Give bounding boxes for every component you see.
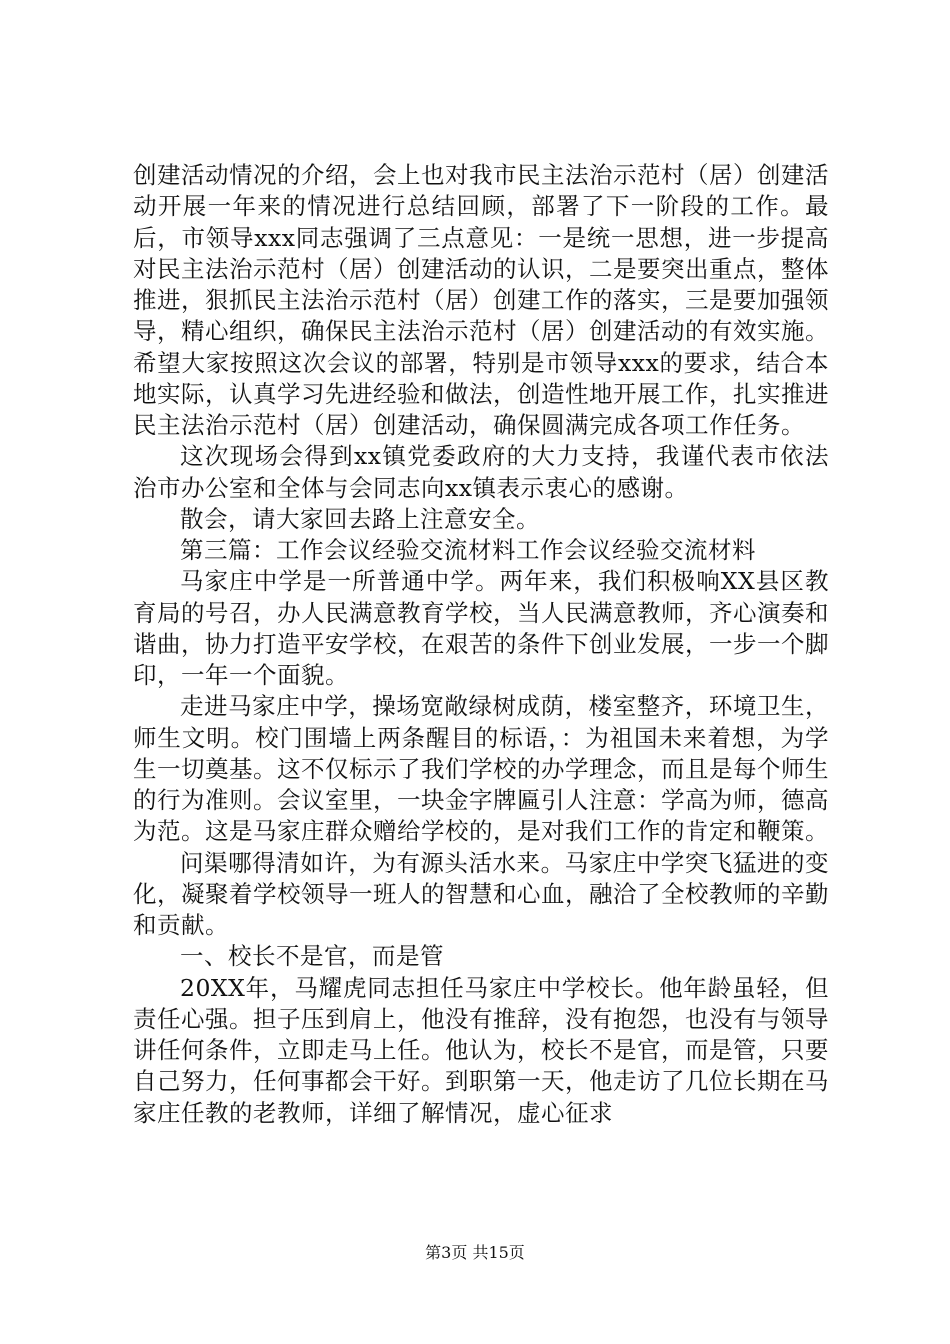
paragraph-quote: 问渠哪得清如许，为有源头活水来。马家庄中学突飞猛进的变化，凝聚着学校领导一班人的智慧和心血，融洽了全校教师的辛勤和贡献。 [133, 848, 829, 939]
paragraph-thanks: 这次现场会得到xx镇党委政府的大力支持，我谨代表市依法治市办公室和全体与会同志向xx镇表示衷心的感谢。 [133, 442, 829, 502]
paragraph-principal: 20XX年，马耀虎同志担任马家庄中学校长。他年龄虽轻，但责任心强。担子压到肩上，他没有推辞，没有抱怨，也没有与领导讲任何条件，立即走马上任。他认为，校长不是官，而是管，只要自己努力，任何事都会干好。到职第一天，他走访了几位长期在马家庄任教的老教师，详细了解情况，虚心征求 [133, 973, 829, 1127]
section-heading: 第三篇：工作会议经验交流材料工作会议经验交流材料 [180, 536, 756, 564]
paragraph-continued: 创建活动情况的介绍，会上也对我市民主法治示范村（居）创建活动开展一年来的情况进行总结回顾，部署了下一阶段的工作。最后，市领导xxx同志强调了三点意见：一是统一思想，进一步提高对民主法治示范村（居）创建活动的认识，二是要突出重点，整体推进，狠抓民主法治示范村（居）创建工作的落实，三是要加强领导，精心组织，确保民主法治示范村（居）创建活动的有效实施。希望大家按照这次会议的部署，特别是市领导xxx的要求，结合本地实际，认真学习先进经验和做法，创造性地开展工作，扎实推进民主法治示范村（居）创建活动，确保圆满完成各项工作任务。 [133, 161, 829, 439]
paragraph-closing: 散会，请大家回去路上注意安全。 [180, 504, 540, 533]
page-number-footer: 第3页 共15页 [425, 1243, 525, 1262]
subsection-heading: 一、校长不是官，而是管 [180, 942, 444, 971]
paragraph-campus: 走进马家庄中学，操场宽敞绿树成荫，楼室整齐，环境卫生，师生文明。校门围墙上两条醒目的标语，：为祖国未来着想，为学生一切奠基。这不仅标示了我们学校的办学理念，而且是每个师生的行为准则。会议室里，一块金字牌匾引人注意：学高为师，德高为范。这是马家庄群众赠给学校的，是对我们工作的肯定和鞭策。 [133, 692, 829, 846]
document-body [133, 160, 829, 1129]
paragraph-intro: 马家庄中学是一所普通中学。两年来，我们积极响XX县区教育局的号召，办人民满意教育学校，当人民满意教师，齐心演奏和谐曲，协力打造平安学校，在艰苦的条件下创业发展，一步一个脚印，一年一个面貌。 [133, 567, 829, 689]
